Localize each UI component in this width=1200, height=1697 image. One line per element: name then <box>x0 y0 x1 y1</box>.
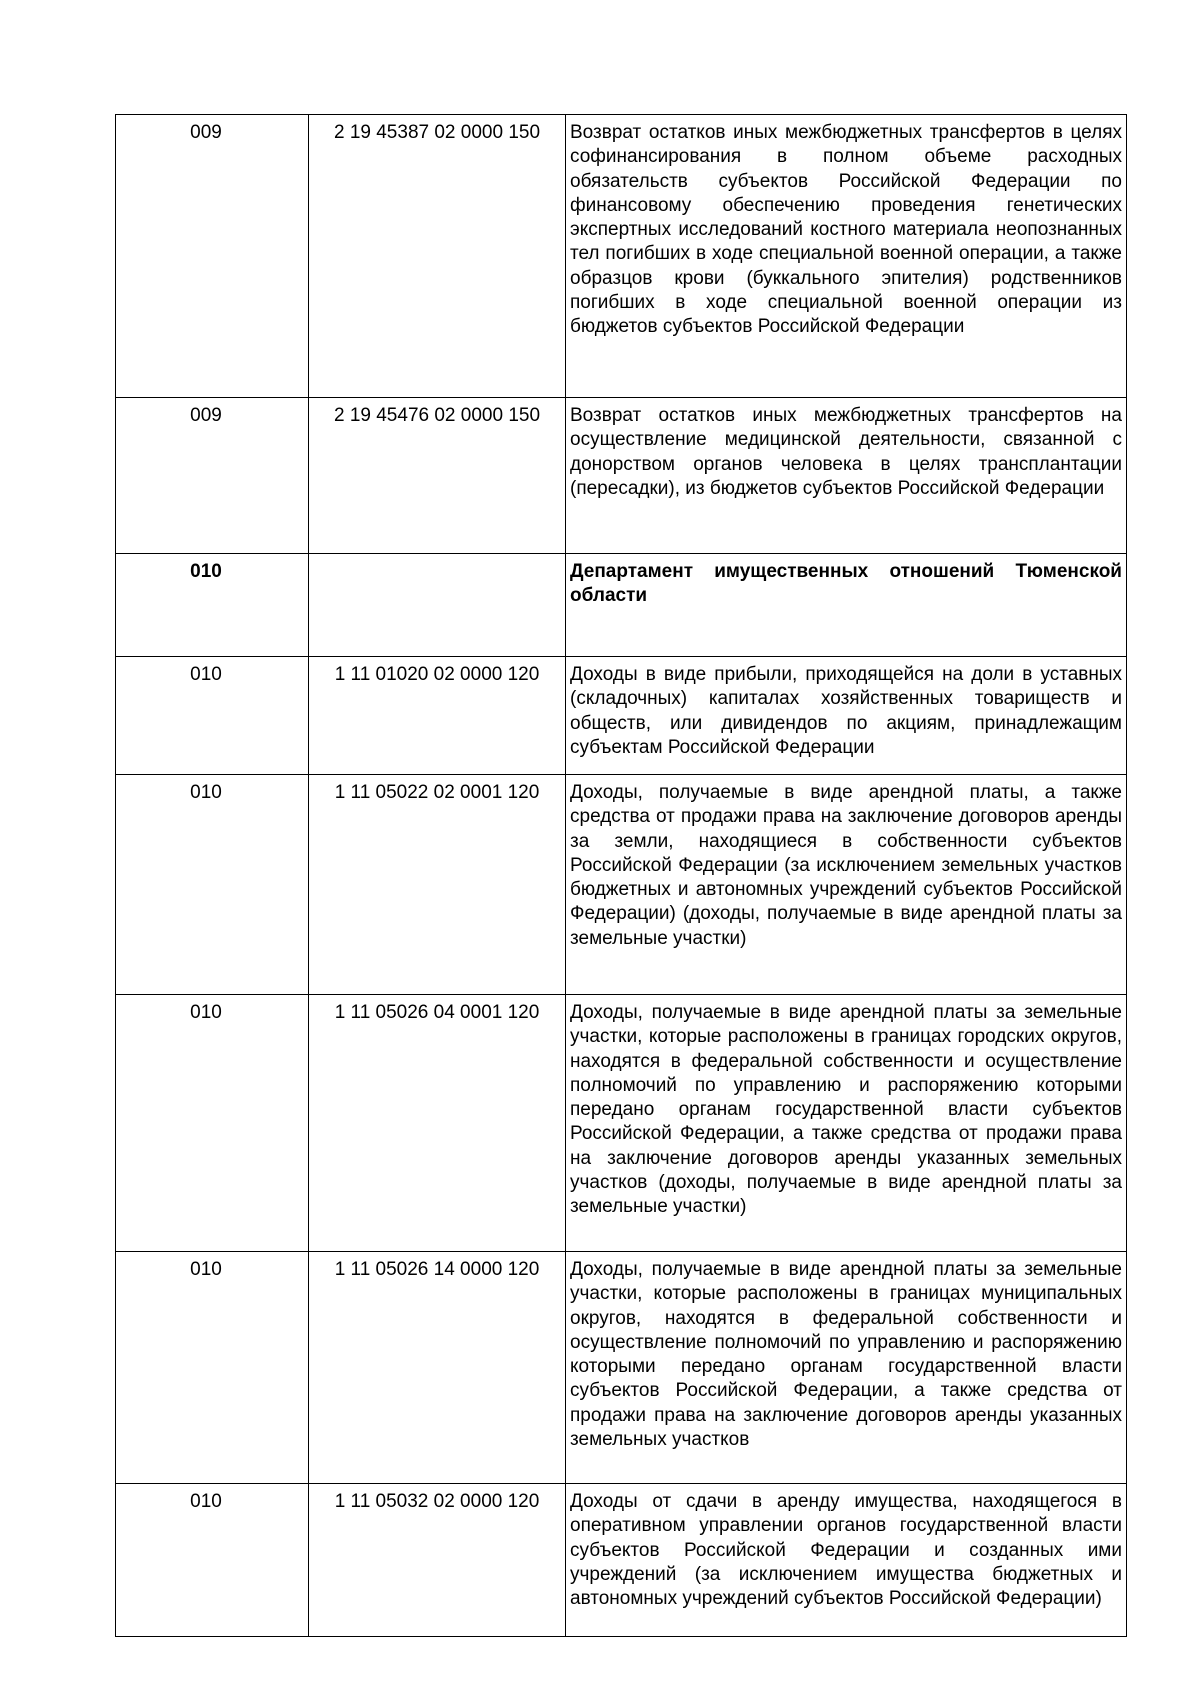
budget-code-cell: 2 19 45387 02 0000 150 <box>309 115 566 398</box>
revenue-codes-table <box>115 114 1127 1637</box>
admin-code-cell: 010 <box>116 775 309 995</box>
admin-code-cell: 010 <box>116 995 309 1252</box>
budget-code-cell: 1 11 05022 02 0001 120 <box>309 775 566 995</box>
revenue-name-cell: Доходы от сдачи в аренду имущества, находящегося в оперативном управлении органов государственной власти субъектов Российской Федерации и созданных ими учреждений (за исключением имущества бюджетных и автономных учреждений субъектов Российской Федерации) <box>566 1484 1127 1637</box>
budget-code-cell <box>309 554 566 657</box>
admin-code-cell: 010 <box>116 1252 309 1484</box>
table-row-section-header <box>116 554 1127 657</box>
revenue-name-cell: Возврат остатков иных межбюджетных трансфертов в целях софинансирования в полном объеме расходных обязательств субъектов Российской Федерации по финансовому обеспечению проведения генетических экспертных исследований костного материала неопознанных тел погибших в ходе специальной военной операции, а также образцов крови (буккального эпителия) родственников погибших в ходе специальной военной операции из бюджетов субъектов Российской Федерации <box>566 115 1127 398</box>
revenue-name-cell: Доходы в виде прибыли, приходящейся на доли в уставных (складочных) капиталах хозяйственных товариществ и обществ, или дивидендов по акциям, принадлежащим субъектам Российской Федерации <box>566 657 1127 775</box>
revenue-name-cell: Возврат остатков иных межбюджетных трансфертов на осуществление медицинской деятельности, связанной с донорством органов человека в целях трансплантации (пересадки), из бюджетов субъектов Российской Федерации <box>566 398 1127 554</box>
revenue-name-cell: Доходы, получаемые в виде арендной платы за земельные участки, которые расположены в границах городских округов, находятся в федеральной собственности и осуществление полномочий по управлению и распоряжению которыми передано органам государственной власти субъектов Российской Федерации, а также средства от продажи права на заключение договоров аренды указанных земельных участков (доходы, получаемые в виде арендной платы за земельные участки) <box>566 995 1127 1252</box>
table-row <box>116 1252 1127 1484</box>
admin-code-cell: 009 <box>116 398 309 554</box>
admin-code-cell: 010 <box>116 554 309 657</box>
budget-code-cell: 1 11 05032 02 0000 120 <box>309 1484 566 1637</box>
table-row <box>116 115 1127 398</box>
table-row <box>116 1484 1127 1637</box>
budget-code-cell: 2 19 45476 02 0000 150 <box>309 398 566 554</box>
budget-code-cell: 1 11 05026 04 0001 120 <box>309 995 566 1252</box>
table-row <box>116 398 1127 554</box>
budget-code-cell: 1 11 01020 02 0000 120 <box>309 657 566 775</box>
admin-code-cell: 010 <box>116 1484 309 1637</box>
table-row <box>116 657 1127 775</box>
revenue-name-cell: Доходы, получаемые в виде арендной платы за земельные участки, которые расположены в границах муниципальных округов, находятся в федеральной собственности и осуществление полномочий по управлению и распоряжению которыми передано органам государственной власти субъектов Российской Федерации, а также средства от продажи права на заключение договоров аренды указанных земельных участков <box>566 1252 1127 1484</box>
table-row <box>116 775 1127 995</box>
budget-code-cell: 1 11 05026 14 0000 120 <box>309 1252 566 1484</box>
revenue-name-cell: Доходы, получаемые в виде арендной платы, а также средства от продажи права на заключение договоров аренды за земли, находящиеся в собственности субъектов Российской Федерации (за исключением земельных участков бюджетных и автономных учреждений субъектов Российской Федерации) (доходы, получаемые в виде арендной платы за земельные участки) <box>566 775 1127 995</box>
admin-code-cell: 010 <box>116 657 309 775</box>
table-row <box>116 995 1127 1252</box>
department-name-cell: Департамент имущественных отношений Тюменской области <box>566 554 1127 657</box>
admin-code-cell: 009 <box>116 115 309 398</box>
